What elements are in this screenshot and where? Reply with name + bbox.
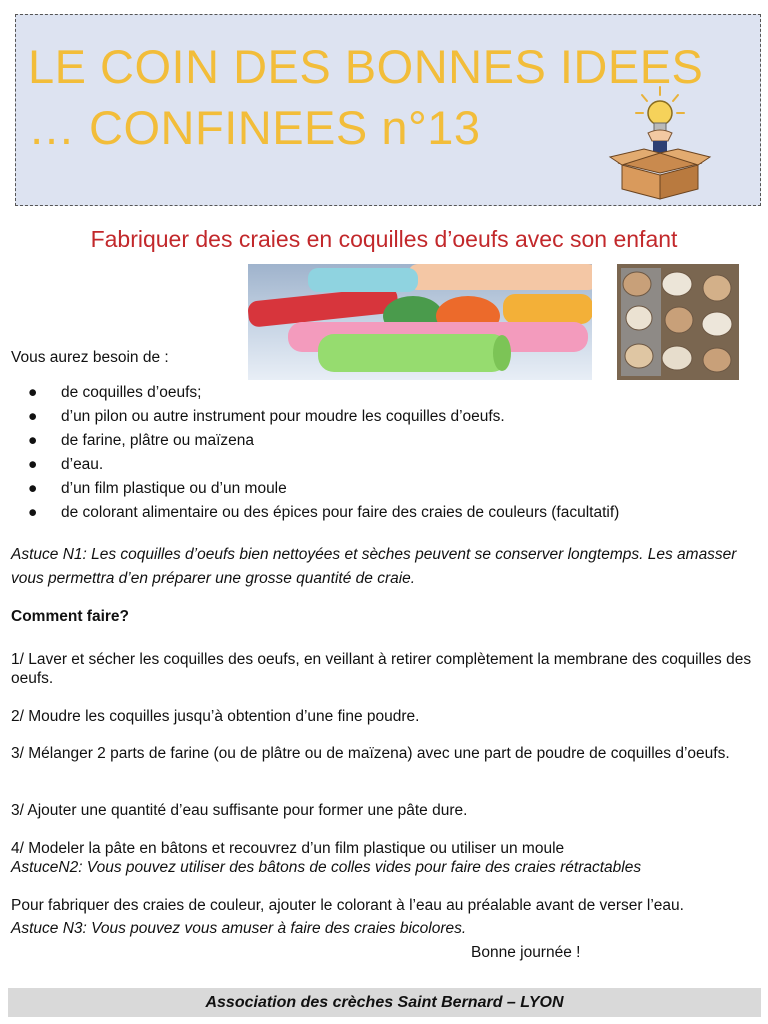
bullet: ● <box>28 480 38 497</box>
needs-intro: Vous aurez besoin de : <box>11 349 169 366</box>
tip-3: Astuce N3: Vous pouvez vous amuser à faire des craies bicolores. <box>11 920 467 937</box>
banner-title-line-2: … CONFINEES n°13 <box>28 101 481 154</box>
how-heading: Comment faire? <box>11 608 129 625</box>
list-item-text: d’un film plastique ou d’un moule <box>61 480 287 497</box>
lightbulb-box-icon <box>608 83 712 201</box>
banner-title-line-1: LE COIN DES BONNES IDEES <box>28 40 704 93</box>
list-item <box>0 407 760 431</box>
bullet: ● <box>28 456 38 473</box>
closing-text: Bonne journée ! <box>471 944 581 961</box>
list-item <box>0 455 760 479</box>
step-2: 2/ Moudre les coquilles jusqu’à obtention d’une fine poudre. <box>11 708 420 725</box>
page-subtitle: Fabriquer des craies en coquilles d’oeufs avec son enfant <box>90 226 678 252</box>
bullet: ● <box>28 432 38 449</box>
step-1: 1/ Laver et sécher les coquilles des oeufs, en veillant à retirer complètement la membrane des coquilles des oeufs. <box>11 651 752 687</box>
bullet: ● <box>28 504 38 521</box>
color-note: Pour fabriquer des craies de couleur, ajouter le colorant à l’eau au préalable avant de verser l’eau. <box>11 897 684 914</box>
list-item-text: d’eau. <box>61 456 104 473</box>
header-banner <box>15 14 761 206</box>
list-item <box>0 431 760 455</box>
footer-association: Association des crèches Saint Bernard – LYON <box>8 988 761 1017</box>
chalk-photo <box>248 264 592 380</box>
list-item-text: d’un pilon ou autre instrument pour moudre les coquilles d’oeufs. <box>61 408 505 425</box>
step-4: 3/ Ajouter une quantité d’eau suffisante pour former une pâte dure. <box>11 802 468 819</box>
list-item-text: de colorant alimentaire ou des épices pour faire des craies de couleurs (facultatif) <box>61 504 620 521</box>
eggshells-photo <box>617 264 739 380</box>
bullet: ● <box>28 408 38 425</box>
materials-list <box>0 383 760 527</box>
list-item <box>0 479 760 503</box>
bullet: ● <box>28 384 38 401</box>
step-3: 3/ Mélanger 2 parts de farine (ou de plâtre ou de maïzena) avec une part de poudre de coquilles d’oeufs. <box>11 745 730 762</box>
list-item-text: de coquilles d’oeufs; <box>61 384 202 401</box>
list-item <box>0 503 760 527</box>
list-item <box>0 383 760 407</box>
tip-1: Astuce N1: Les coquilles d’oeufs bien nettoyées et sèches peuvent se conserver longtemps. Les amasser vous permettra d’en préparer une grosse quantité de craie. <box>11 546 737 587</box>
step-5: 4/ Modeler la pâte en bâtons et recouvrez d’un film plastique ou utiliser un moule <box>11 840 565 857</box>
tip-2: AstuceN2: Vous pouvez utiliser des bâtons de colles vides pour faire des craies rétractables <box>11 859 642 876</box>
list-item-text: de farine, plâtre ou maïzena <box>61 432 255 449</box>
